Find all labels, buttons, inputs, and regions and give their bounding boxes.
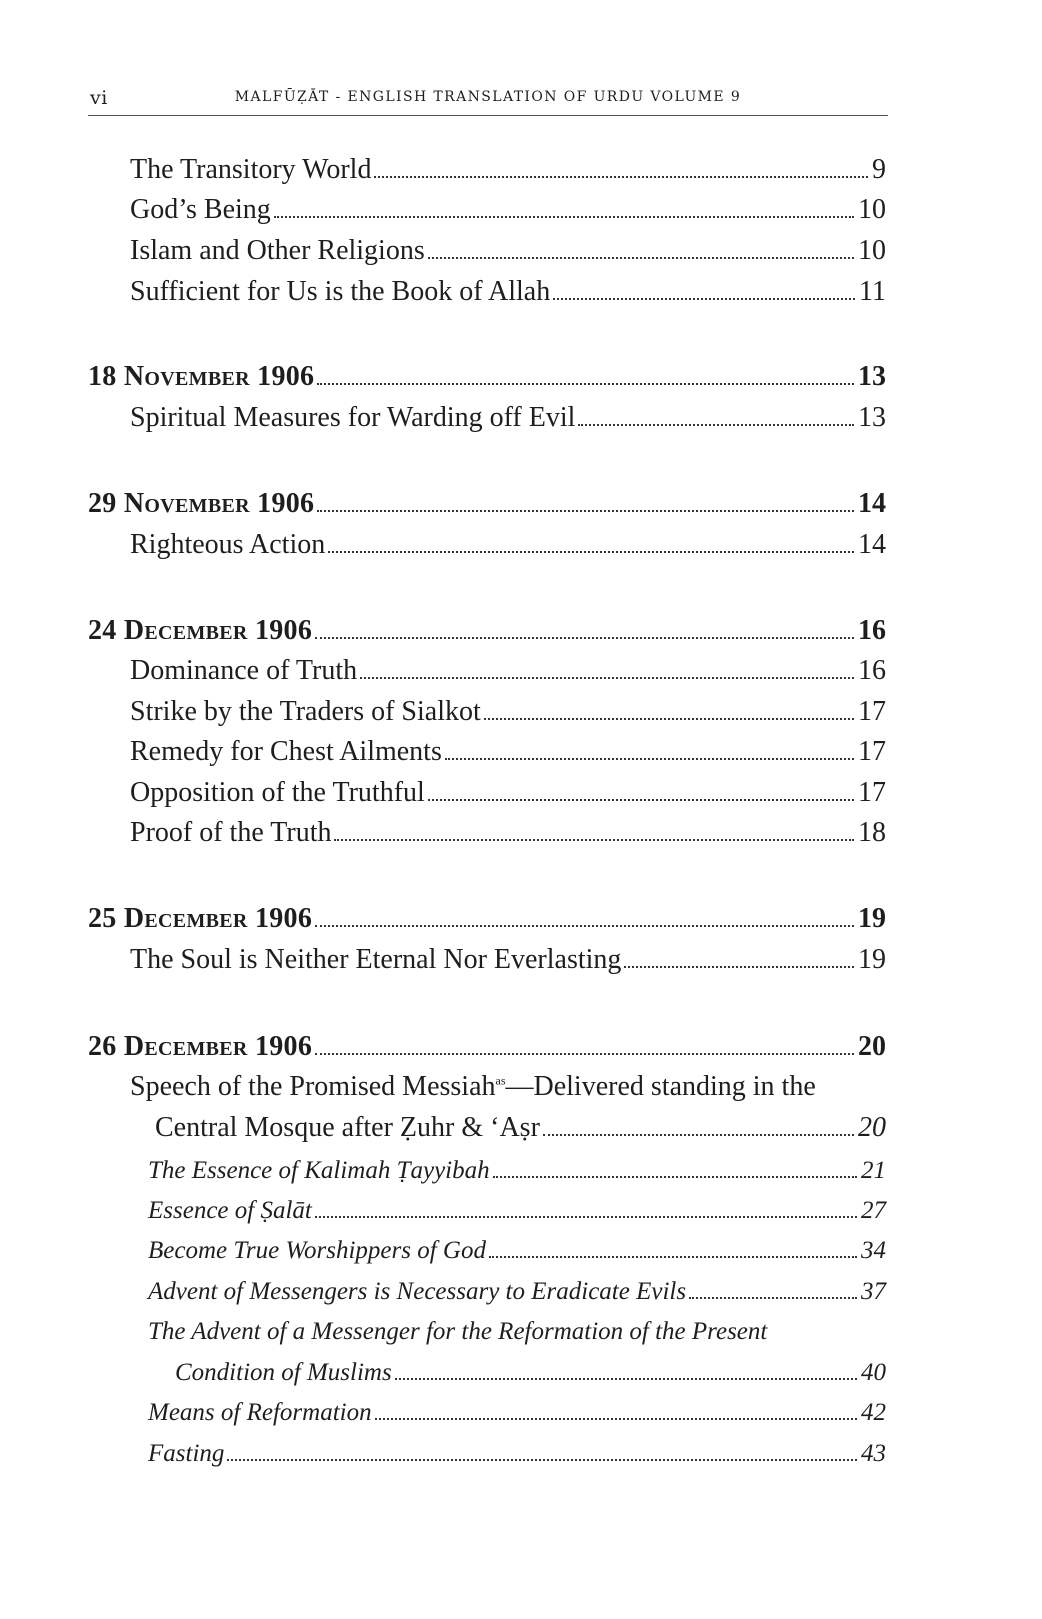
running-title: MALFŪẒĀT - ENGLISH TRANSLATION OF URDU VOLUME 9 bbox=[234, 89, 742, 105]
running-header bbox=[88, 87, 888, 116]
entry-page: 19 bbox=[858, 944, 886, 975]
dot-leader bbox=[689, 1297, 857, 1299]
entry-page: 11 bbox=[859, 276, 886, 307]
toc-section-heading[interactable] bbox=[88, 357, 886, 397]
dot-leader bbox=[334, 839, 854, 841]
dot-leader bbox=[428, 257, 854, 259]
dot-leader bbox=[484, 718, 854, 720]
entry-page: 17 bbox=[858, 696, 886, 727]
entry-title: The Transitory World bbox=[130, 154, 372, 185]
toc-section-heading[interactable] bbox=[88, 899, 886, 939]
section-title: 25 December 1906 bbox=[88, 903, 313, 934]
dot-leader bbox=[445, 758, 854, 760]
dot-leader bbox=[553, 298, 855, 300]
toc-entry[interactable] bbox=[130, 651, 886, 691]
toc-subentry[interactable] bbox=[175, 1353, 886, 1393]
entry-title: Essence of Ṣalāt bbox=[148, 1197, 312, 1224]
dot-leader bbox=[360, 677, 854, 679]
toc-entry[interactable] bbox=[130, 940, 886, 980]
entry-page: 21 bbox=[861, 1157, 886, 1184]
dot-leader bbox=[493, 1176, 857, 1178]
toc-entry[interactable] bbox=[130, 525, 886, 565]
entry-title: Advent of Messengers is Necessary to Eradicate Evils bbox=[148, 1278, 687, 1305]
toc-subentry[interactable] bbox=[148, 1231, 886, 1271]
dot-leader bbox=[489, 1256, 857, 1258]
toc-subentry-multiline[interactable] bbox=[148, 1312, 886, 1352]
dot-leader bbox=[274, 216, 854, 218]
entry-page: 16 bbox=[858, 655, 886, 686]
entry-title: Proof of the Truth bbox=[130, 817, 332, 848]
dot-leader bbox=[578, 424, 854, 426]
section-title: 29 November 1906 bbox=[88, 488, 315, 519]
toc-subentry[interactable] bbox=[148, 1151, 886, 1191]
entry-page: 10 bbox=[858, 194, 886, 225]
entry-title: Become True Worshippers of God bbox=[148, 1237, 486, 1264]
entry-page: 17 bbox=[858, 736, 886, 767]
dot-leader bbox=[374, 176, 868, 178]
entry-page: 10 bbox=[858, 235, 886, 266]
toc-section-heading[interactable] bbox=[88, 484, 886, 524]
entry-page: 40 bbox=[861, 1359, 886, 1386]
entry-title: The Advent of a Messenger for the Reformation of the Present bbox=[148, 1318, 768, 1345]
dot-leader bbox=[227, 1459, 857, 1461]
toc-section-heading[interactable] bbox=[88, 1027, 886, 1067]
entry-title: Dominance of Truth bbox=[130, 655, 358, 686]
entry-title: Spiritual Measures for Warding off Evil bbox=[130, 402, 576, 433]
section-page: 14 bbox=[858, 488, 886, 519]
toc-entry[interactable] bbox=[130, 231, 886, 271]
toc-subentry[interactable] bbox=[148, 1393, 886, 1433]
entry-page: 37 bbox=[861, 1278, 886, 1305]
entry-title: Fasting bbox=[148, 1440, 225, 1467]
toc-section-heading[interactable] bbox=[88, 611, 886, 651]
dot-leader bbox=[315, 1053, 854, 1055]
entry-page: 18 bbox=[858, 817, 886, 848]
section-page: 20 bbox=[858, 1031, 886, 1062]
entry-title: Righteous Action bbox=[130, 529, 326, 560]
toc-entry[interactable] bbox=[130, 692, 886, 732]
honorific-superscript: as bbox=[495, 1073, 506, 1088]
entry-title: Means of Reformation bbox=[148, 1399, 372, 1426]
entry-title-part2: —Delivered standing in the bbox=[505, 1071, 816, 1102]
toc-entry[interactable] bbox=[130, 272, 886, 312]
page-number: vi bbox=[90, 87, 108, 109]
toc-entry[interactable] bbox=[155, 1108, 886, 1148]
toc-entry[interactable] bbox=[130, 150, 886, 190]
dot-leader bbox=[315, 925, 854, 927]
entry-title: Remedy for Chest Ailments bbox=[130, 736, 442, 767]
section-title: 24 December 1906 bbox=[88, 615, 313, 646]
entry-page: 42 bbox=[861, 1399, 886, 1426]
toc-entry[interactable] bbox=[130, 398, 886, 438]
entry-title: God’s Being bbox=[130, 194, 271, 225]
entry-title: Opposition of the Truthful bbox=[130, 777, 425, 808]
dot-leader bbox=[428, 799, 854, 801]
section-title: 26 December 1906 bbox=[88, 1031, 313, 1062]
entry-page: 43 bbox=[861, 1440, 886, 1467]
entry-page: 14 bbox=[858, 529, 886, 560]
section-page: 19 bbox=[858, 903, 886, 934]
toc-subentry[interactable] bbox=[148, 1272, 886, 1312]
dot-leader bbox=[624, 966, 854, 968]
entry-page: 34 bbox=[861, 1237, 886, 1264]
entry-page: 27 bbox=[861, 1197, 886, 1224]
dot-leader bbox=[315, 637, 854, 639]
toc-entry[interactable] bbox=[130, 813, 886, 853]
section-page: 13 bbox=[858, 361, 886, 392]
dot-leader bbox=[375, 1418, 857, 1420]
entry-title: The Soul is Neither Eternal Nor Everlasting bbox=[130, 944, 622, 975]
entry-page: 17 bbox=[858, 777, 886, 808]
toc-entry-multiline[interactable] bbox=[130, 1067, 886, 1107]
toc-entry[interactable] bbox=[130, 732, 886, 772]
entry-title: Sufficient for Us is the Book of Allah bbox=[130, 276, 551, 307]
section-page: 16 bbox=[858, 615, 886, 646]
entry-title: The Essence of Kalimah Ṭayyibah bbox=[148, 1157, 490, 1184]
toc-subentry[interactable] bbox=[148, 1434, 886, 1474]
dot-leader bbox=[317, 510, 854, 512]
dot-leader bbox=[395, 1378, 857, 1380]
entry-page: 13 bbox=[858, 402, 886, 433]
entry-page: 9 bbox=[872, 154, 886, 185]
dot-leader bbox=[328, 551, 854, 553]
entry-title: Central Mosque after Ẓuhr & ‘Aṣr bbox=[155, 1112, 540, 1143]
dot-leader bbox=[543, 1134, 854, 1136]
entry-page: 20 bbox=[858, 1112, 886, 1143]
entry-title: Condition of Muslims bbox=[175, 1359, 392, 1386]
entry-title: Islam and Other Religions bbox=[130, 235, 425, 266]
entry-title-part1: Speech of the Promised Messiah bbox=[130, 1071, 496, 1102]
toc-entry[interactable] bbox=[130, 190, 886, 230]
entry-title: Strike by the Traders of Sialkot bbox=[130, 696, 481, 727]
dot-leader bbox=[317, 383, 854, 385]
toc-subentry[interactable] bbox=[148, 1191, 886, 1231]
section-title: 18 November 1906 bbox=[88, 361, 315, 392]
dot-leader bbox=[315, 1216, 857, 1218]
toc-entry[interactable] bbox=[130, 773, 886, 813]
